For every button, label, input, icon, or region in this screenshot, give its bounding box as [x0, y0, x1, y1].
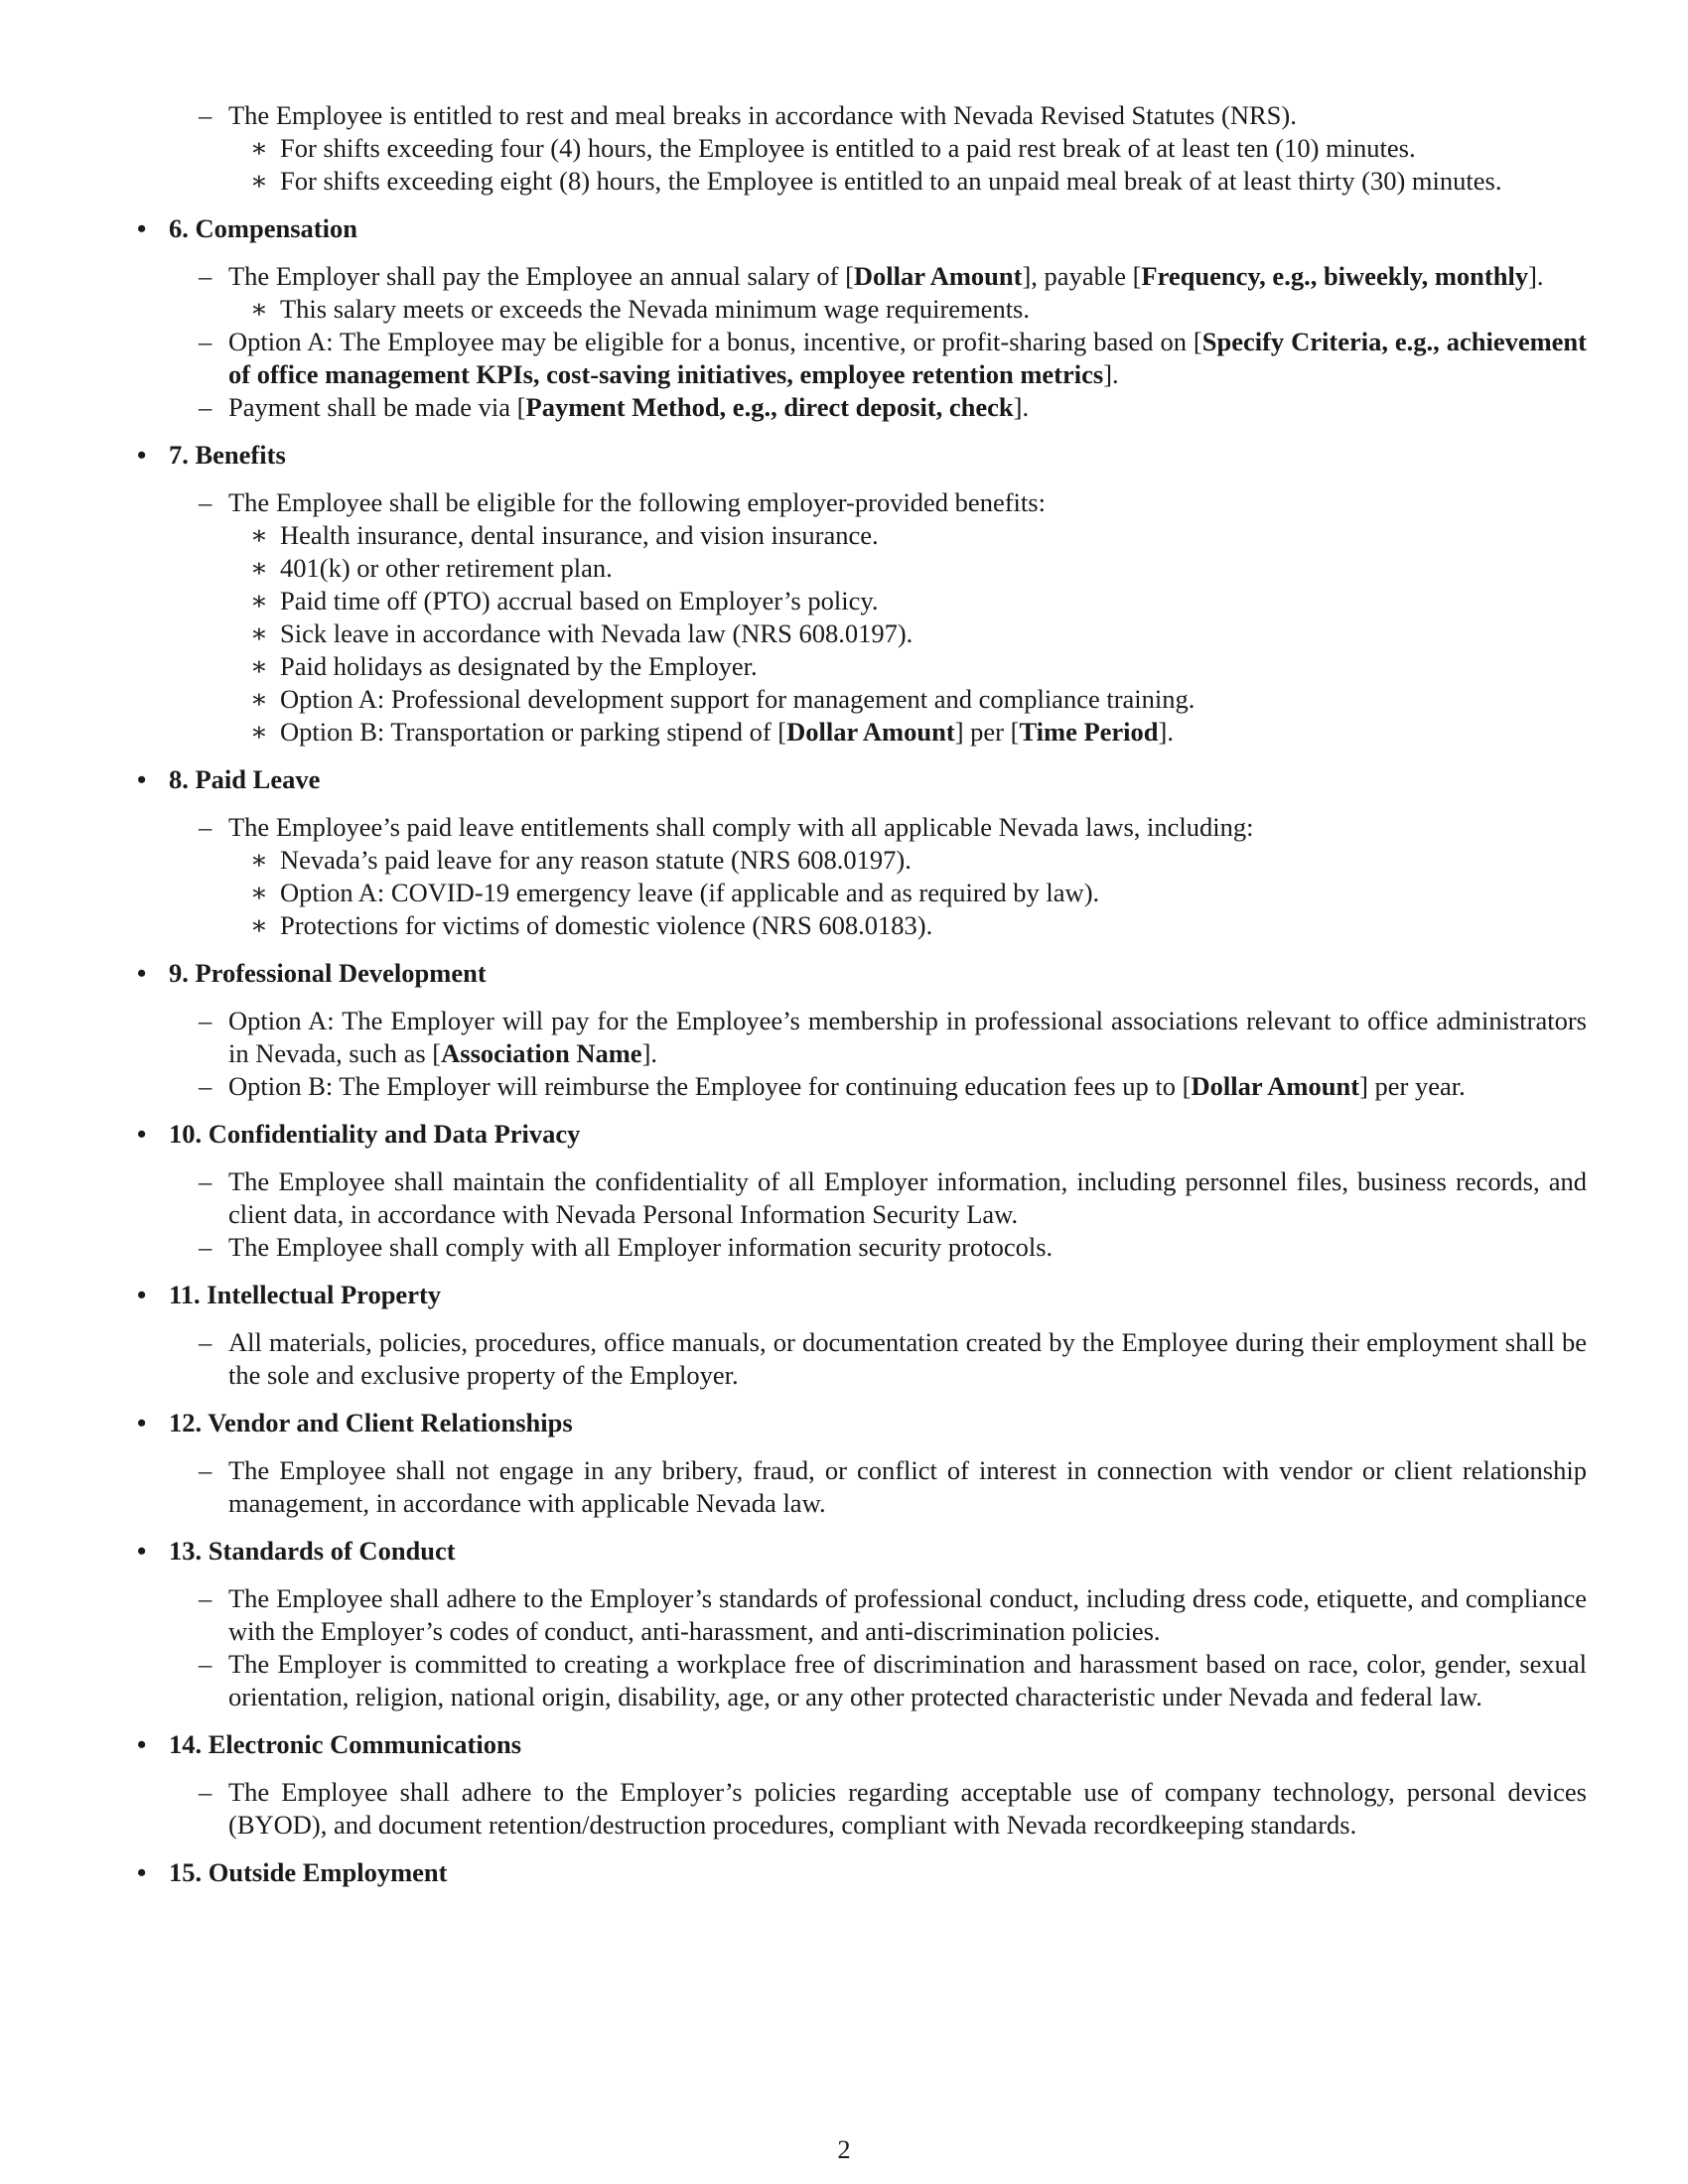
section-benefits	[137, 439, 1587, 749]
placeholder-field: Dollar Amount	[853, 261, 1023, 291]
section-professional-development	[137, 957, 1587, 1103]
list-item: – The Employee shall maintain the confidentiality of all Employer information, including personnel files, business records, and client data, in accordance with Nevada Personal Information Security Law.	[199, 1166, 1587, 1229]
section-confidentiality	[137, 1118, 1587, 1264]
sub-list-item: ∗ 401(k) or other retirement plan.	[250, 553, 613, 583]
section-intellectual-property	[137, 1279, 1587, 1392]
list-item: – The Employee shall adhere to the Employer’s standards of professional conduct, including dress code, etiquette, and compliance with the Employer’s codes of conduct, anti-harassment, and anti-discrimination policies.	[199, 1583, 1587, 1646]
list-item: – The Employer is committed to creating a workplace free of discrimination and harassment based on race, color, gender, sexual orientation, religion, national origin, disability, age, or any other protected characteristic under Nevada and federal law.	[199, 1649, 1587, 1711]
section-heading: • 10. Confidentiality and Data Privacy	[137, 1119, 581, 1149]
sub-list-item: ∗ Option A: COVID-19 emergency leave (if applicable and as required by law).	[250, 878, 1100, 907]
section-heading: • 15. Outside Employment	[137, 1857, 448, 1887]
list-item: – The Employee shall be eligible for the following employer-provided benefits:	[199, 487, 1046, 517]
section-heading: • 13. Standards of Conduct	[137, 1536, 456, 1566]
sub-list-item: ∗ Option B: Transportation or parking stipend of [Dollar Amount] per [Time Period].	[250, 717, 1174, 747]
placeholder-field: Frequency, e.g., biweekly, monthly	[1141, 261, 1529, 291]
sub-list-item: ∗ Health insurance, dental insurance, and vision insurance.	[250, 520, 879, 550]
section-heading: • 14. Electronic Communications	[137, 1729, 522, 1759]
section-vendor-client	[137, 1407, 1587, 1520]
list-item: – The Employee shall not engage in any bribery, fraud, or conflict of interest in connection with vendor or client relationship management, in accordance with applicable Nevada law.	[199, 1455, 1587, 1518]
section-heading: • 12. Vendor and Client Relationships	[137, 1408, 573, 1437]
sub-list-item: ∗ Protections for victims of domestic violence (NRS 608.0183).	[250, 910, 933, 940]
list-item: – All materials, policies, procedures, office manuals, or documentation created by the Employee during their employment shall be the sole and exclusive property of the Employer.	[199, 1327, 1587, 1390]
list-item: – Option A: The Employee may be eligible for a bonus, incentive, or profit-sharing based on [Specify Criteria, e.g., achievement of office management KPIs, cost-saving initiatives, employee retention metrics].	[199, 327, 1587, 389]
placeholder-field: Association Name	[441, 1038, 642, 1068]
section-outside-employment	[137, 1856, 1587, 1889]
list-item: – The Employee shall comply with all Employer information security protocols.	[199, 1232, 1054, 1262]
section-heading: • 6. Compensation	[137, 213, 357, 243]
section-paid-leave	[137, 763, 1587, 942]
list-item: – The Employer shall pay the Employee an annual salary of [Dollar Amount], payable [Frequency, e.g., biweekly, monthly].	[199, 261, 1544, 291]
sub-list-item: ∗ Paid holidays as designated by the Employer.	[250, 651, 758, 681]
sub-list-item: ∗ For shifts exceeding eight (8) hours, the Employee is entitled to an unpaid meal break of at least thirty (30) minutes.	[250, 166, 1502, 196]
section-electronic-communications	[137, 1728, 1587, 1842]
list-item: – The Employee is entitled to rest and meal breaks in accordance with Nevada Revised Statutes (NRS).	[199, 100, 1297, 130]
page-number: 2	[837, 2134, 851, 2164]
sub-list-item: ∗ Paid time off (PTO) accrual based on Employer’s policy.	[250, 586, 879, 615]
sub-list-item: ∗ This salary meets or exceeds the Nevada minimum wage requirements.	[250, 294, 1030, 324]
placeholder-field: Specify Criteria, e.g., achievement of office management KPIs, cost-saving initiatives, employee retention metrics	[228, 327, 1587, 389]
placeholder-field: Payment Method, e.g., direct deposit, check	[525, 392, 1014, 422]
sub-list-item: ∗ For shifts exceeding four (4) hours, the Employee is entitled to a paid rest break of at least ten (10) minutes.	[250, 133, 1416, 163]
section-heading: • 11. Intellectual Property	[137, 1280, 442, 1309]
list-item: – The Employee’s paid leave entitlements shall comply with all applicable Nevada laws, including:	[199, 812, 1254, 842]
list-item: – The Employee shall adhere to the Employer’s policies regarding acceptable use of company technology, personal devices (BYOD), and document retention/destruction procedures, compliant with Nevada recordkeeping standards.	[199, 1777, 1587, 1840]
placeholder-field: Dollar Amount	[1191, 1071, 1360, 1101]
placeholder-field: Time Period	[1019, 717, 1159, 747]
document-body	[137, 99, 1587, 1904]
list-item: – Payment shall be made via [Payment Method, e.g., direct deposit, check].	[199, 392, 1030, 422]
list-item: – Option A: The Employer will pay for the Employee’s membership in professional associations relevant to office administrators in Nevada, such as [Association Name].	[199, 1006, 1587, 1068]
section-continuation	[137, 99, 1587, 198]
sub-list-item: ∗ Nevada’s paid leave for any reason statute (NRS 608.0197).	[250, 845, 912, 875]
placeholder-field: Dollar Amount	[786, 717, 955, 747]
sub-list-item: ∗ Sick leave in accordance with Nevada law (NRS 608.0197).	[250, 618, 914, 648]
list-item: – Option B: The Employer will reimburse the Employee for continuing education fees up to [Dollar Amount] per year.	[199, 1071, 1466, 1101]
sub-list-item: ∗ Option A: Professional development support for management and compliance training.	[250, 684, 1196, 714]
section-standards-of-conduct	[137, 1535, 1587, 1713]
section-heading: • 8. Paid Leave	[137, 764, 321, 794]
section-heading: • 7. Benefits	[137, 440, 286, 470]
section-heading: • 9. Professional Development	[137, 958, 487, 988]
section-compensation	[137, 212, 1587, 424]
